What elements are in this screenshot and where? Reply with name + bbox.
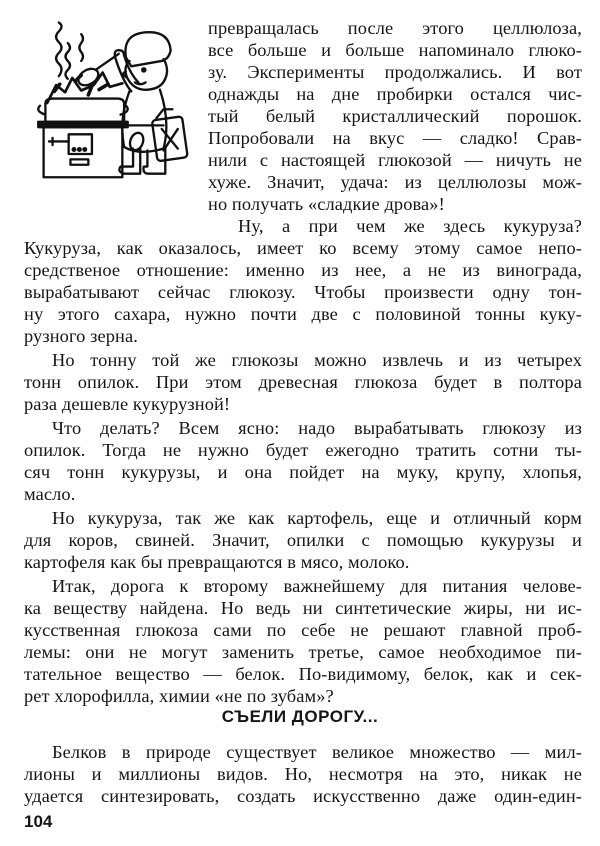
text-line: лемы: они не могут заменить третье, самое необходимое пи- [24,642,582,662]
text-line: зу. Эксперименты продолжались. И вот [208,62,582,82]
text-line: средственое отношение: именно из нее, а не из винограда, [24,260,582,280]
text-line: Кукуруза, как оказалось, имеет ко всему этому самое непо- [24,238,582,258]
text-line: тонн опилок. При этом древесная глюкоза будет в полтора [24,372,582,392]
text-line: рузного зерна. [24,326,138,346]
text-line: но получать «сладкие дрова»! [208,194,445,214]
text-line: Итак, дорога к второму важнейшему для питания челове- [52,576,582,596]
text-line: Что делать? Всем ясно: надо вырабатывать глюкозу из [52,418,582,438]
text-line: картофеля как бы превращаются в мясо, молоко. [24,552,410,572]
text-line: для коров, свиней. Значит, опилки с помощью кукурузы и [24,530,582,550]
text-line: опилок. Тогда не нужно будет ежегодно тратить сотни ты- [24,440,582,460]
text-line: сяч тонн кукурузы, и она пойдет на муку, крупу, хлопья, [24,462,582,482]
paragraph-start-line: Ну, а при чем же здесь кукуруза? [238,216,582,236]
text-line: рет хлорофилла, химии «не по зубам»? [24,686,334,706]
page-number: 104 [24,812,53,831]
text-line: Белков в природе существует великое множество — мил- [52,742,582,762]
text-line: раза дешевле кукурузной! [24,394,231,414]
text-line: лионы и миллионы видов. Но, несмотря на это, никак не [24,764,582,784]
text-line: однажды на дне пробирки остался чис- [208,84,582,104]
text-line: превращалась после этого целлюлоза, [208,18,582,38]
text-line: хуже. Значит, удача: из целлюлозы мож- [208,172,582,192]
text-line: все больше и больше напоминало глюко- [208,40,582,60]
text-line: ка веществу найдена. Но ведь ни синтетические жиры, ни ис- [24,598,582,618]
text-line: кусственная глюкоза сами по себе не решают главной проб- [24,620,582,640]
text-line: удается синтезировать, создать искусственно даже один-един- [24,786,582,806]
text-line: Но кукуруза, так же как картофель, еще и отличный корм [52,508,582,528]
text-line: Попробовали на вкус — сладко! Срав- [208,128,582,148]
text-line: вырабатывают сейчас глюкозу. Чтобы произвести одну тон- [24,282,582,302]
text-line: ну этого сахара, нужно почти две с половиной тонны куку- [24,304,582,324]
section-heading: СЪЕЛИ ДОРОГУ... [221,707,379,726]
text-line: нили с настоящей глюкозой — ничуть не [208,150,582,170]
text-line: Но тонну той же глюкозы можно извлечь и из четырех [52,350,582,370]
text-line: масло. [24,484,76,504]
text-line: тый белый кристаллический порошок. [208,106,582,126]
text-line: тательное вещество — белок. По-видимому, белок, как и сек- [24,664,582,684]
